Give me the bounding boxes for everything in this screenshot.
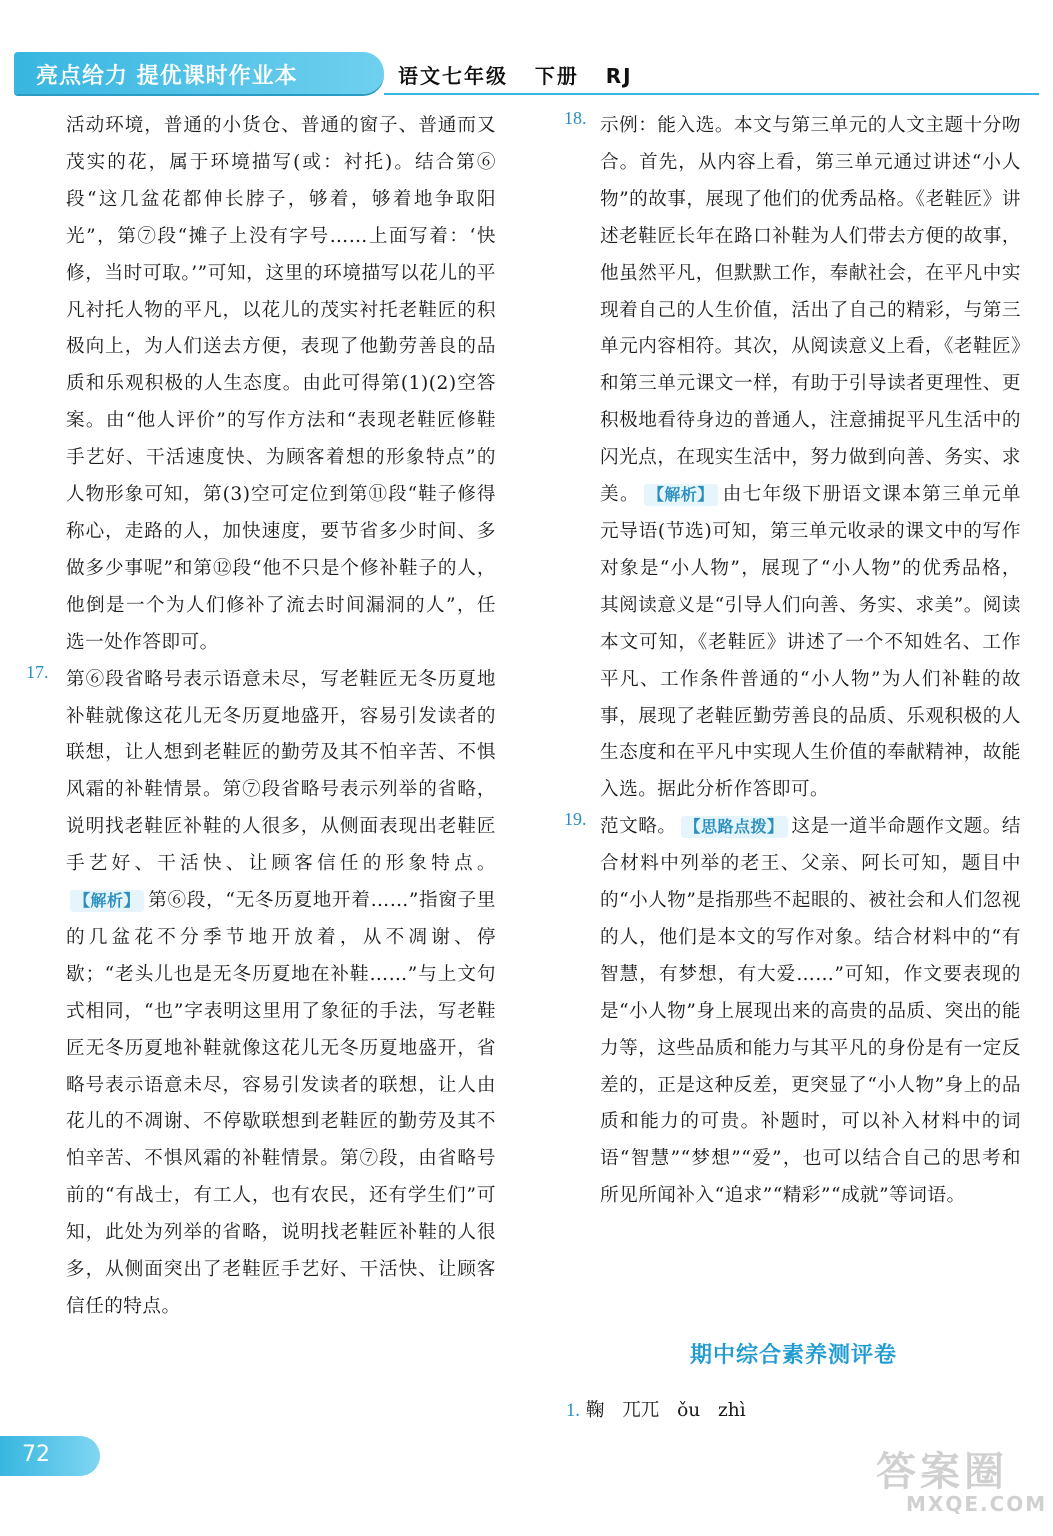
question-17 bbox=[26, 661, 496, 1326]
section-title: 期中综合素养测评卷 bbox=[689, 1343, 897, 1368]
page-header bbox=[0, 52, 1053, 98]
subject-label: 语文七年级 下册 RJ bbox=[398, 64, 633, 88]
answer-body: 鞠 兀兀 ǒu zhì bbox=[579, 1400, 746, 1421]
page-number: 72 bbox=[22, 1442, 50, 1467]
question-18 bbox=[566, 108, 1021, 809]
book-brand: 亮点给力 提优课时作业本 bbox=[36, 64, 298, 89]
left-column bbox=[26, 108, 496, 1326]
analysis-body: 第⑥段，“无冬历夏地开着……”指窗子里的几盆花不分季节地开放着，从不凋谢、停歇；“老头儿也是无冬历夏地在补鞋……”与上文句式相同，“也”字表明这里用了象征的手法，写老鞋匠无冬历夏地补鞋就像这花儿无冬历夏地盛开，省略号表示语意未尽，容易引发读者的联想，让人由花儿的不凋谢、不停歇联想到老鞋匠的勤劳及其不怕辛苦、不惧风霜的补鞋情景。第⑦段，由省略号前的“有战士，有工人，也有农民，还有学生们”可知，此处为列举的省略，说明找老鞋匠补鞋的人很多，从侧面突出了老鞋匠手艺好、干活快、让顾客信任的特点。 bbox=[66, 890, 496, 1317]
question-19 bbox=[566, 809, 1021, 1215]
watermark-url: MXQE.COM bbox=[906, 1492, 1048, 1516]
analysis-tag: 【解析】 bbox=[70, 890, 144, 912]
header-divider bbox=[384, 93, 1039, 95]
answer-body: 示例：能入选。本文与第三单元的人文主题十分吻合。首先，从内容上看，第三单元通过讲述“小人物”的故事，展现了他们的优秀品格。《老鞋匠》讲述老鞋匠长年在路口补鞋为人们带去方便的故事，他虽然平凡，但默默工作，奉献社会，在平凡中实现着自己的人生价值，活出了自己的精彩，与第三单元内容相符。其次，从阅读意义上看，《老鞋匠》和第三单元课文一样，有助于引导读者更理性、更积极地看待身边的普通人，注意捕捉平凡生活中的闪光点，在现实生活中，努力做到向善、务实、求美。 bbox=[600, 115, 1021, 506]
question-1 bbox=[566, 1396, 746, 1422]
question-number: 17. bbox=[26, 661, 49, 682]
analysis-body: 由七年级下册语文课本第三单元单元导语(节选)可知，第三单元收录的课文中的写作对象是“小人物”，展现了“小人物”的优秀品格，其阅读意义是“引导人们向善、务实、求美”。阅读本文可知，《老鞋匠》讲述了一个不知姓名、工作平凡、工作条件普通的“小人物”为人们补鞋的故事，展现了老鞋匠勤劳善良的品质、乐观积极的人生态度和在平凡中实现人生价值的奉献精神，故能入选。据此分析作答即可。 bbox=[600, 484, 1021, 801]
page-number-badge bbox=[0, 1436, 100, 1476]
answer-text bbox=[66, 662, 496, 1326]
watermark-text: 答案圈 bbox=[876, 1449, 1008, 1495]
question-number: 1. bbox=[566, 1400, 580, 1421]
answer-body: 第⑥段省略号表示语意未尽，写老鞋匠无冬历夏地补鞋就像这花儿无冬历夏地盛开，容易引发读者的联想，让人想到老鞋匠的勤劳及其不怕辛苦、不惧风霜的补鞋情景。第⑦段省略号表示列举的省略，说明找老鞋匠补鞋的人很多，从侧面表现出老鞋匠手艺好、干活快、让顾客信任的形象特点。 bbox=[66, 668, 496, 875]
header-band bbox=[14, 52, 384, 94]
analysis-tag: 【解析】 bbox=[644, 484, 718, 506]
answer-text bbox=[600, 108, 1021, 809]
right-column bbox=[566, 108, 1021, 1215]
answer-body: 范文略。 bbox=[600, 816, 677, 838]
answer-text bbox=[600, 809, 1021, 1215]
hint-body: 这是一道半命题作文题。结合材料中列举的老王、父亲、阿长可知，题目中的“小人物”是指那些不起眼的、被社会和人们忽视的人，他们是本文的写作对象。结合材料中的“有智慧，有梦想，有大爱……”可知，作文要表现的是“小人物”身上展现出来的高贵的品质、突出的能力等，这些品质和能力与其平凡的身份是有一定反差的，正是这种反差，更突显了“小人物”身上的品质和能力的可贵。补题时，可以补入材料中的词语“智慧”“梦想”“爱”，也可以结合自己的思考和所见所闻补入“追求”“精彩”“成就”等词语。 bbox=[600, 816, 1021, 1207]
question-number: 18. bbox=[564, 108, 587, 128]
question-number: 19. bbox=[564, 809, 587, 830]
watermark-logo bbox=[866, 1440, 1048, 1520]
hint-tag: 【思路点拨】 bbox=[681, 816, 788, 838]
q16-analysis-continued: 活动环境，普通的小货仓、普通的窗子、普通而又茂实的花，属于环境描写(或：衬托)。结合第⑥段“这几盆花都伸长脖子，够着，够着地争取阳光”，第⑦段“摊子上没有字号……上面写着：‘快修，当时可取。’”可知，这里的环境描写以花儿的平凡衬托人物的平凡，以花儿的茂实衬托老鞋匠的积极向上，为人们送去方便，表现了他勤劳善良的品质和乐观积极的人生态度。由此可得第(1)(2)空答案。由“他人评价”的写作方法和“表现老鞋匠修鞋手艺好、干活速度快、为顾客着想的形象特点”的人物形象可知，第(3)空可定位到第⑪段“鞋子修得称心，走路的人，加快速度，要节省多少时间、多做多少事呢”和第⑫段“他不只是个修补鞋子的人，他倒是一个为人们修补了流去时间漏洞的人”，任选一处作答即可。 bbox=[66, 115, 496, 653]
